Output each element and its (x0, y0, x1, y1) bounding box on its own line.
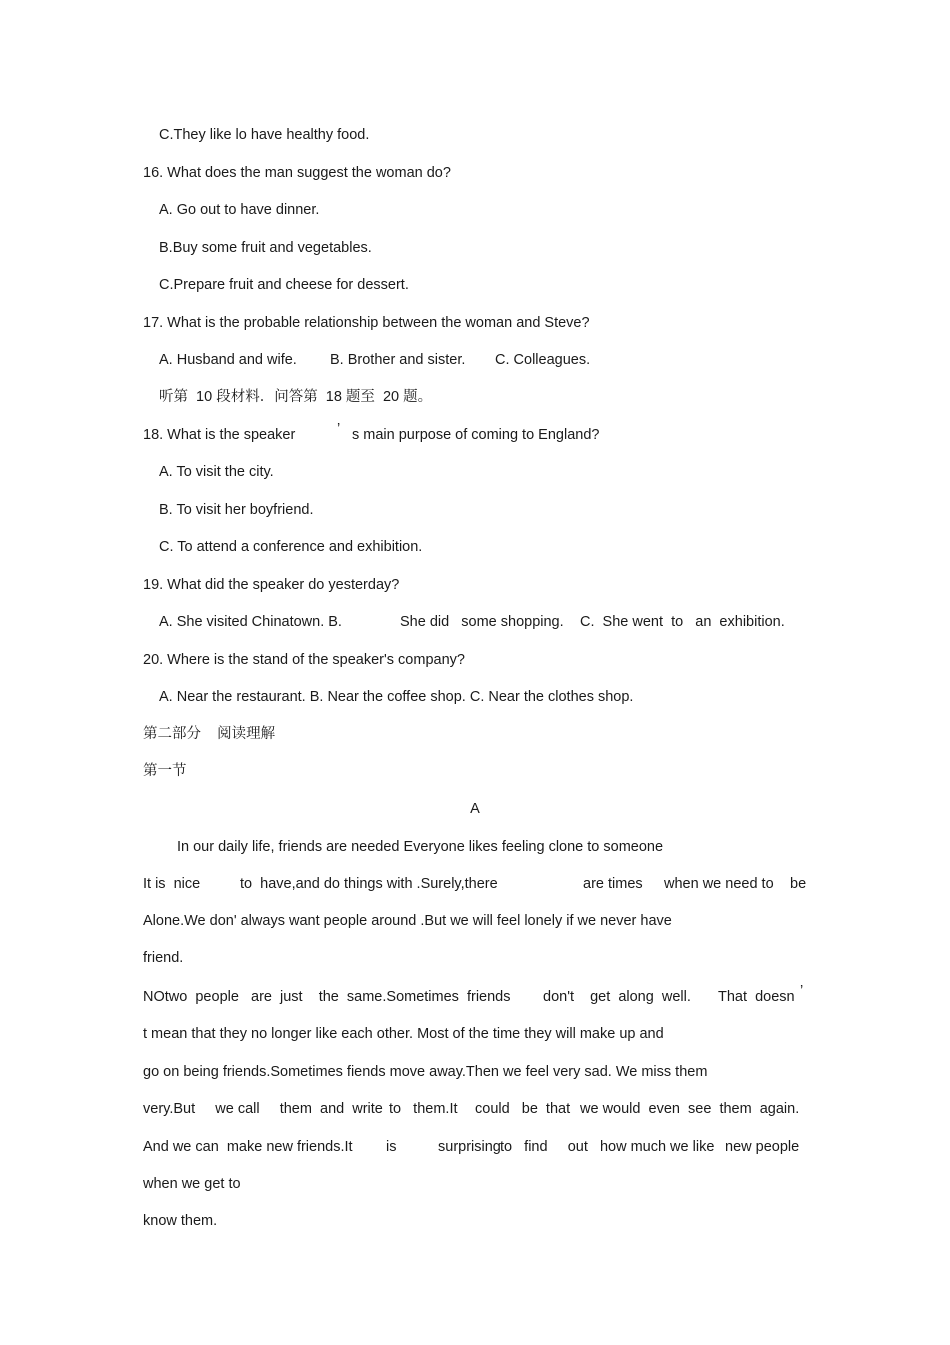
passage-line-9c: surprising (438, 1139, 501, 1155)
passage-line-2a: It is nice (143, 876, 201, 892)
passage-line-11: know them. (143, 1213, 218, 1229)
passage-line-9e: new people (725, 1139, 800, 1155)
passage-line-2e: be (790, 876, 807, 892)
question-18-part2: s main purpose of coming to England? (352, 427, 600, 443)
passage-line-5a: NOtwo people are just the same.Sometimes friends (143, 989, 511, 1005)
passage-line-5b: don't get along well. (543, 989, 691, 1005)
passage-line-8b: to them.It (389, 1101, 458, 1117)
option-17b: B. Brother and sister. (330, 352, 466, 368)
passage-line-4: friend. (143, 950, 184, 966)
passage-line-10: when we get to (143, 1176, 241, 1192)
option-16a: A. Go out to have dinner. (159, 202, 320, 218)
part-heading: 第二部分 阅读理解 (143, 726, 276, 742)
question-16: 16. What does the man suggest the woman do? (143, 165, 451, 181)
passage-line-9d: to find out how much we like (500, 1139, 715, 1155)
passage-line-9a: And we can make new friends.It (143, 1139, 353, 1155)
passage-line-2d: when we need to (664, 876, 774, 892)
question-20: 20. Where is the stand of the speaker's company? (143, 652, 465, 668)
passage-line-8c: could be that (475, 1101, 571, 1117)
passage-line-2b: to have,and do things with .Surely,there (240, 876, 498, 892)
passage-line-8a: very.But we call them and write (143, 1101, 383, 1117)
option-16c: C.Prepare fruit and cheese for dessert. (159, 277, 409, 293)
option-17a: A. Husband and wife. (159, 352, 297, 368)
passage-line-2c: are times (583, 876, 643, 892)
option-19b: She did some shopping. (400, 614, 564, 630)
question-18-part1: 18. What is the speaker (143, 427, 296, 443)
section-heading: 第一节 (143, 763, 187, 779)
option-18b: B. To visit her boyfriend. (159, 502, 314, 518)
passage-line-7: go on being friends.Sometimes fiends move away.Then we feel very sad. We miss them (143, 1064, 708, 1080)
passage-line-5-apostrophe: ’ (800, 983, 804, 999)
passage-title: A (470, 801, 480, 817)
passage-line-1: In our daily life, friends are needed Everyone likes feeling clone to someone (177, 839, 664, 855)
section-instruction: 听第 10 段材料．问答第 18 题至 20 题。 (159, 389, 433, 405)
question-19: 19. What did the speaker do yesterday? (143, 577, 400, 593)
question-17: 17. What is the probable relationship between the woman and Steve? (143, 315, 590, 331)
passage-line-6: t mean that they no longer like each other. Most of the time they will make up and (143, 1026, 664, 1042)
passage-line-5c: That doesn (718, 989, 795, 1005)
passage-line-9b: is (386, 1139, 397, 1155)
passage-line-8d: we would even see them again. (580, 1101, 800, 1117)
option-17c: C. Colleagues. (495, 352, 591, 368)
option-19c: C. She went to an exhibition. (580, 614, 785, 630)
options-20: A. Near the restaurant. B. Near the coffee shop. C. Near the clothes shop. (159, 689, 634, 705)
passage-line-3: Alone.We don' always want people around .But we will feel lonely if we never have (143, 913, 672, 929)
option-15c: C.They like lo have healthy food. (159, 127, 370, 143)
option-16b: B.Buy some fruit and vegetables. (159, 240, 372, 256)
option-18c: C. To attend a conference and exhibition. (159, 539, 423, 555)
option-19a: A. She visited Chinatown. B. (159, 614, 342, 630)
option-18a: A. To visit the city. (159, 464, 274, 480)
question-18-apostrophe: ’ (337, 421, 341, 437)
